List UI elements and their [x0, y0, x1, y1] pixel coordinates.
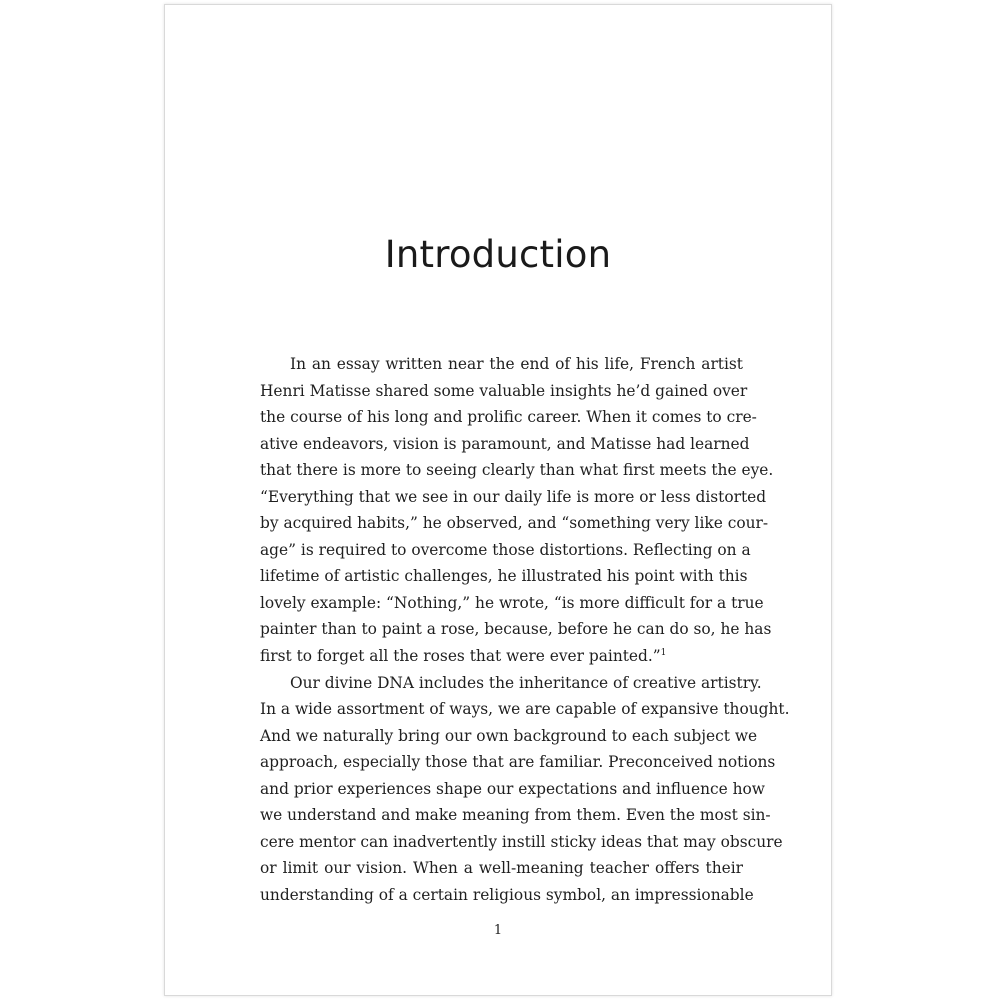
chapter-title: Introduction	[384, 233, 612, 276]
text-line: ative endeavors, vision is paramount, and Matisse had learned	[260, 434, 750, 453]
text-line: lifetime of artistic challenges, he illustrated his point with this	[260, 567, 748, 586]
text-line: by acquired habits,” he observed, and “something very like cour-	[260, 514, 769, 533]
footnote-reference[interactable]: 1	[660, 648, 667, 659]
text-line: In an essay written near the end of his life, French artist	[290, 355, 743, 373]
text-line	[260, 643, 743, 670]
paragraph-1	[260, 351, 774, 670]
text-line-content: first to forget all the roses that were ever painted.”	[260, 647, 661, 666]
text-line: that there is more to seeing clearly than what first meets the eye.	[260, 461, 774, 480]
page-number: 1	[493, 923, 503, 938]
text-line: and prior experiences shape our expectations and influence how	[260, 779, 765, 798]
text-line: age” is required to overcome those distortions. Reflecting on a	[260, 540, 751, 559]
text-line: or limit our vision. When a well-meaning teacher offers their	[260, 859, 743, 878]
paragraph-2	[260, 670, 790, 909]
text-line: approach, especially those that are familiar. Preconceived notions	[260, 753, 776, 772]
text-line: And we naturally bring our own background to each subject we	[260, 726, 758, 745]
text-line: understanding of a certain religious symbol, an impressionable	[260, 885, 754, 904]
text-line: we understand and make meaning from them. Even the most sin-	[260, 806, 771, 825]
text-line: In a wide assortment of ways, we are capable of expansive thought.	[260, 700, 790, 719]
text-line: the course of his long and prolific career. When it comes to cre-	[260, 408, 757, 427]
text-line: lovely example: “Nothing,” he wrote, “is more difficult for a true	[260, 593, 764, 612]
text-line: cere mentor can inadvertently instill sticky ideas that may obscure	[260, 832, 783, 851]
body-text	[260, 351, 790, 908]
text-line: “Everything that we see in our daily life is more or less distorted	[260, 487, 767, 506]
text-line: painter than to paint a rose, because, before he can do so, he has	[260, 620, 772, 639]
text-line: Our divine DNA includes the inheritance of creative artistry.	[290, 673, 762, 692]
book-page	[164, 4, 832, 996]
text-line: Henri Matisse shared some valuable insights he’d gained over	[260, 381, 748, 400]
